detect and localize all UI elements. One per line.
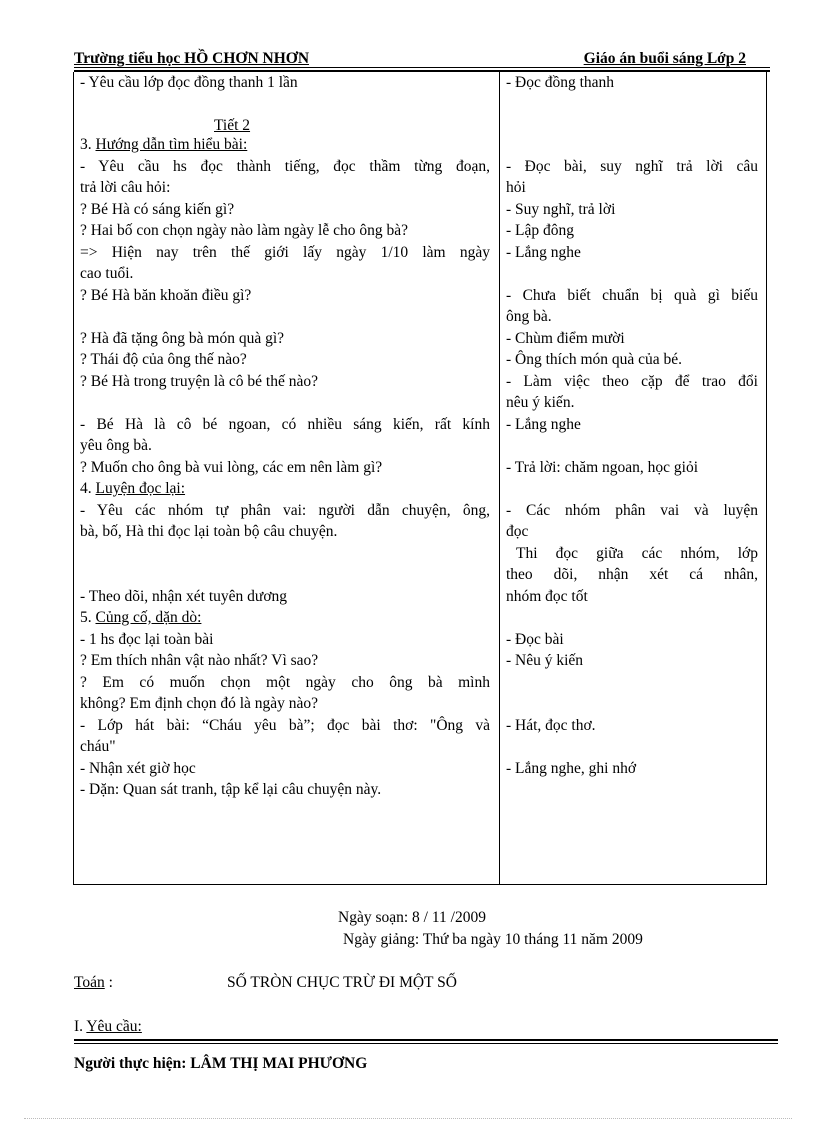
student-line: ông bà. <box>506 308 552 325</box>
student-line: - Lắng nghe <box>506 244 581 261</box>
teacher-line: ? Hai bố con chọn ngày nào làm ngày lễ cho ông bà? <box>80 222 408 239</box>
student-line: nhóm đọc tốt <box>506 588 588 605</box>
requirements-label: Yêu cầu: <box>86 1018 142 1035</box>
teacher-line: cao tuổi. <box>80 265 134 282</box>
section-heading <box>80 608 201 628</box>
column-divider <box>499 72 500 884</box>
teacher-line: cháu" <box>80 738 116 755</box>
teacher-line: ? Em có muốn chọn một ngày cho ông bà mình <box>80 674 490 691</box>
student-line: - Lắng nghe, ghi nhớ <box>506 760 637 777</box>
date-taught: Ngày giảng: Thứ ba ngày 10 tháng 11 năm 2009 <box>343 931 643 948</box>
section-title: Luyện đọc lại: <box>95 480 186 497</box>
teacher-line: ? Bé Hà có sáng kiến gì? <box>80 201 235 218</box>
lesson-plan-title: Giáo án buổi sáng Lớp 2 <box>583 50 746 67</box>
teacher-line: ? Muốn cho ông bà vui lòng, các em nên làm gì? <box>80 459 383 476</box>
section-heading <box>80 135 247 155</box>
requirements-prefix: I. <box>74 1018 87 1035</box>
teacher-line: - Lớp hát bài: “Cháu yêu bà”; đọc bài thơ: "Ông và <box>80 717 490 734</box>
student-line: - Nêu ý kiến <box>506 652 584 669</box>
period-heading: Tiết 2 <box>214 117 251 134</box>
section-title: Hướng dẫn tìm hiểu bài: <box>95 136 248 153</box>
student-line: - Chùm điểm mười <box>506 330 625 347</box>
author: Người thực hiện: LÂM THỊ MAI PHƯƠNG <box>74 1055 368 1072</box>
teacher-line: ? Hà đã tặng ông bà món quà gì? <box>80 330 285 347</box>
teacher-line: - Nhận xét giờ học <box>80 760 196 777</box>
student-line: - Đọc đồng thanh <box>506 74 615 91</box>
header-rule <box>74 67 770 68</box>
teacher-line: => Hiện nay trên thế giới lấy ngày 1/10 làm ngày <box>80 244 490 261</box>
teacher-line: - 1 hs đọc lại toàn bài <box>80 631 214 648</box>
student-line: đọc <box>506 523 529 540</box>
teacher-line: không? Em định chọn đó là ngày nào? <box>80 695 319 712</box>
student-line: theo dõi, nhận xét cá nhân, <box>506 566 758 583</box>
section-number: 4. <box>80 480 96 497</box>
date-prepared: Ngày soạn: 8 / 11 /2009 <box>338 909 486 926</box>
student-line: Thi đọc giữa các nhóm, lớp <box>516 545 758 562</box>
teacher-line: ? Bé Hà băn khoăn điều gì? <box>80 287 252 304</box>
subject-label: Toán <box>74 974 105 991</box>
student-line: - Ông thích món quà của bé. <box>506 351 683 368</box>
teacher-line: ? Thái độ của ông thế nào? <box>80 351 247 368</box>
page-edge <box>24 1118 792 1119</box>
student-line: nêu ý kiến. <box>506 394 575 411</box>
teacher-line: ? Bé Hà trong truyện là cô bé thế nào? <box>80 373 319 390</box>
teacher-line: - Yêu các nhóm tự phân vai: người dẫn chuyện, ông, <box>80 502 490 519</box>
teacher-line: bà, bố, Hà thi đọc lại toàn bộ câu chuyện. <box>80 523 338 540</box>
section-title: Củng cố, dặn dò: <box>95 609 202 626</box>
student-line: - Các nhóm phân vai và luyện <box>506 502 758 519</box>
section-number: 3. <box>80 136 96 153</box>
requirements-heading <box>74 1018 142 1036</box>
teacher-line: - Dặn: Quan sát tranh, tập kể lại câu chuyện này. <box>80 781 382 798</box>
section-number: 5. <box>80 609 96 626</box>
lesson-title: SỐ TRÒN CHỤC TRỪ ĐI MỘT SỐ <box>227 974 457 991</box>
student-line: - Hát, đọc thơ. <box>506 717 596 734</box>
teacher-line: yêu ông bà. <box>80 437 152 454</box>
footer-rule-thick <box>74 1039 778 1041</box>
student-line: - Suy nghĩ, trả lời <box>506 201 616 218</box>
teacher-line: - Bé Hà là cô bé ngoan, có nhiều sáng kiến, rất kính <box>80 416 490 433</box>
section-heading <box>80 479 185 499</box>
student-line: - Đọc bài, suy nghĩ trả lời câu <box>506 158 758 175</box>
student-line: - Lập đông <box>506 222 575 239</box>
teacher-line: ? Em thích nhân vật nào nhất? Vì sao? <box>80 652 319 669</box>
student-line: - Làm việc theo cặp để trao đổi <box>506 373 758 390</box>
school-name: Trường tiểu học HỒ CHƠN NHƠN <box>74 50 310 67</box>
subject <box>74 974 113 992</box>
student-line: - Đọc bài <box>506 631 564 648</box>
teacher-line: - Yêu cầu hs đọc thành tiếng, đọc thầm từng đoạn, <box>80 158 490 175</box>
student-line: - Lắng nghe <box>506 416 581 433</box>
subject-colon: : <box>104 974 113 991</box>
teacher-line: - Theo dõi, nhận xét tuyên dương <box>80 588 288 605</box>
student-line: - Chưa biết chuẩn bị quà gì biếu <box>506 287 758 304</box>
teacher-line: - Yêu cầu lớp đọc đồng thanh 1 lần <box>80 74 298 91</box>
teacher-line: trả lời câu hỏi: <box>80 179 171 196</box>
student-line: - Trả lời: chăm ngoan, học giỏi <box>506 459 699 476</box>
footer-rule <box>74 1043 778 1044</box>
student-line: hỏi <box>506 179 526 196</box>
